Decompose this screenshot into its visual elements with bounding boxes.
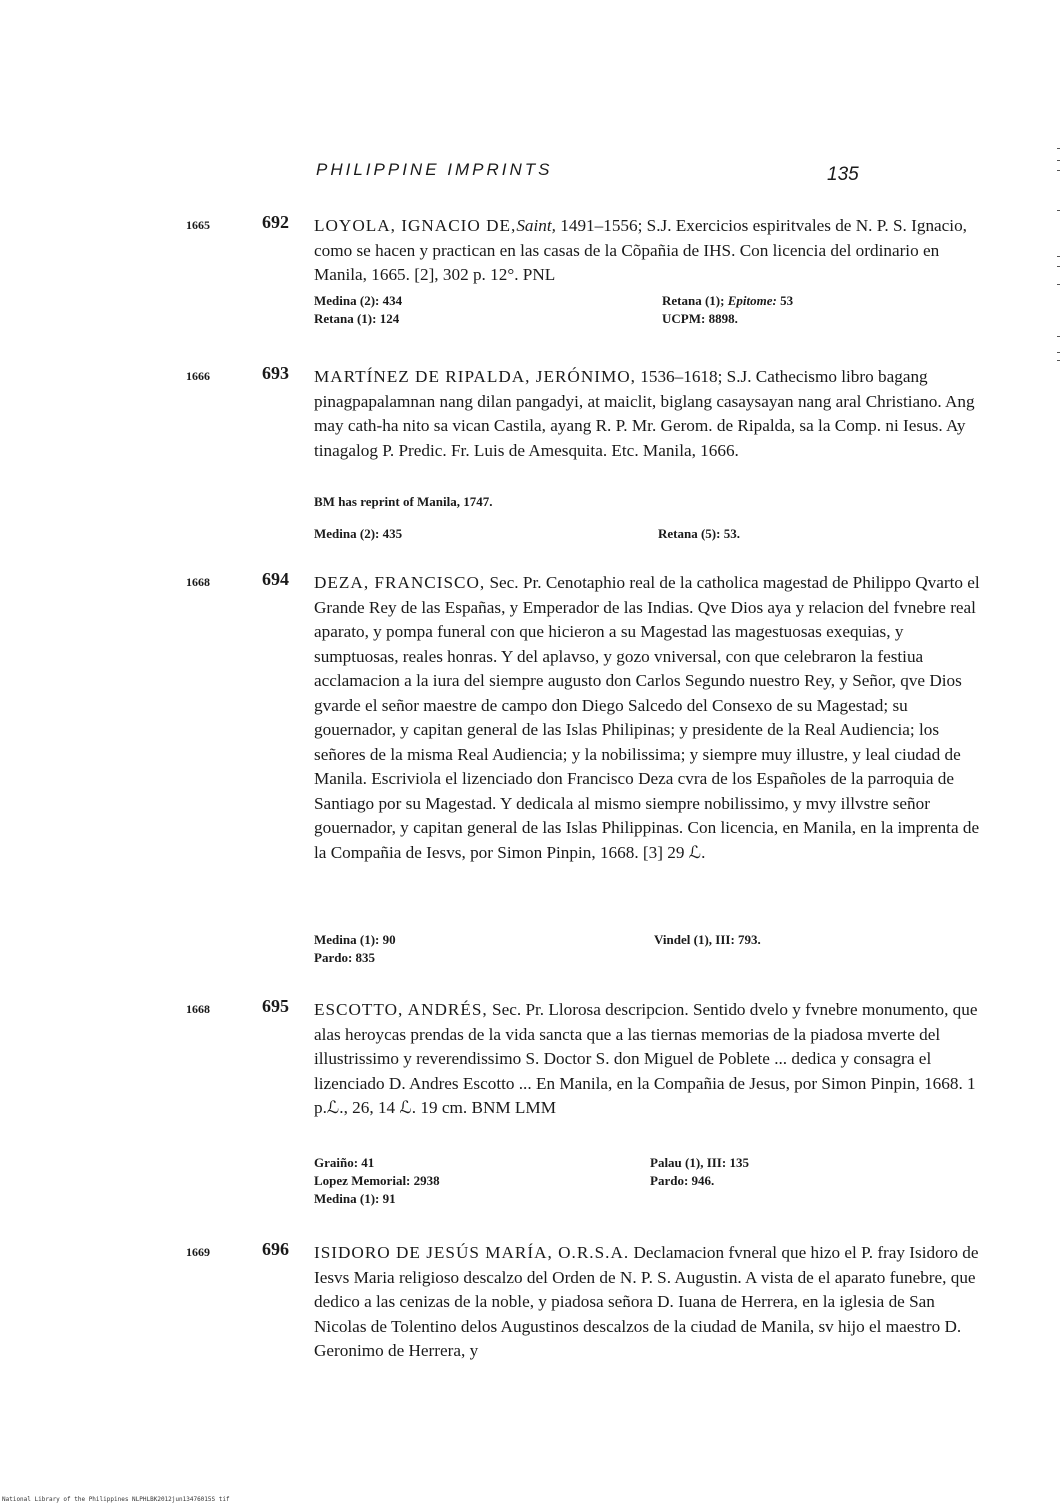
scan-mark	[1057, 360, 1060, 361]
entry-text	[314, 571, 984, 865]
scan-mark	[1057, 160, 1060, 161]
reference: Pardo: 835	[314, 950, 376, 965]
page-number: 135	[827, 164, 859, 185]
entry-text	[314, 365, 984, 463]
scan-mark	[1057, 266, 1060, 267]
entry-note: BM has reprint of Manila, 1747.	[314, 494, 493, 509]
entry-description: 1536–1618; S.J. Cathecismo libro bagang pinagpapalamnan nang dilan pangadyi, at maiclit, biglang casaysayan nang aral Christiano. Ang may cath-ha nito sa vican Castila, ayang R. P. Mr. Gerom. de Ripalda, sa la Comp. ni Iesus. Ay tinagalog P. Predic. Fr. Luis de Amesquita. Etc. Manila, 1666.	[314, 367, 975, 460]
entry-author: LOYOLA, IGNACIO DE,	[314, 216, 517, 235]
reference: Vindel (1), III: 793.	[654, 932, 761, 947]
entry-text	[314, 1241, 984, 1364]
entry-year: 1668	[186, 575, 210, 589]
entry-author: ISIDORO DE JESÚS MARÍA, O.R.S.A.	[314, 1243, 630, 1262]
reference: Medina (2): 434	[314, 293, 403, 308]
scan-mark	[1057, 284, 1060, 285]
reference: Medina (2): 435	[314, 526, 403, 541]
reference: Medina (1): 91	[314, 1191, 396, 1206]
scan-mark	[1057, 352, 1060, 353]
reference: UCPM: 8898.	[662, 311, 738, 326]
entry-number: 692	[262, 212, 289, 232]
reference: Graiño: 41	[314, 1155, 375, 1170]
reference: 53	[776, 293, 794, 308]
scan-mark	[1057, 210, 1060, 211]
scan-mark	[1057, 336, 1060, 337]
entry-year: 1668	[186, 1002, 210, 1016]
reference: Pardo: 946.	[650, 1173, 715, 1188]
entry-year: 1665	[186, 218, 210, 232]
entry-text	[314, 998, 984, 1121]
reference: Epitome:	[727, 293, 777, 308]
entry-number: 693	[262, 363, 289, 383]
entry-number: 695	[262, 996, 289, 1016]
entry-description: Declamacion fvneral que hizo el P. fray Isidoro de Iesvs Maria religioso descalzo del Orden de N. P. S. Augustin. A vista de el aparato funebre, que dedico a las cenizas de la noble, y piadosa señora D. Iuana de Herrera, en la iglesia de San Nicolas de Tolentino delos Augustinos descalzos de la ciudad de Manila, sv hijo el maestro D. Geronimo de Herrera, y	[314, 1243, 979, 1360]
entry-description: 1491–1556; S.J. Exercicios espiritvales de N. P. S. Ignacio, como se hacen y practican en las casas de la Cõpañia de IHS. Con licencia del ordinario en Manila, 1665. [2], 302 p. 12°. PNL	[314, 216, 967, 284]
reference: Retana (1);	[662, 293, 728, 308]
reference: Medina (1): 90	[314, 932, 396, 947]
entry-year: 1666	[186, 369, 210, 383]
scan-mark	[1057, 148, 1060, 149]
entry-epithet: Saint,	[516, 216, 556, 235]
reference: Retana (1): 124	[314, 311, 400, 326]
entry-text	[314, 214, 984, 288]
reference: Lopez Memorial: 2938	[314, 1173, 440, 1188]
entry-author: ESCOTTO, ANDRÉS,	[314, 1000, 488, 1019]
scan-mark	[1057, 170, 1060, 171]
entry-number: 696	[262, 1239, 289, 1259]
entry-description: Sec. Pr. Cenotaphio real de la catholica magestad de Philippo Qvarto el Grande Rey de las Españas, y Emperador de las Indias. Qve Dios aya y relacion del fvnebre real aparato, y pompa funeral con que hicieron a su Magestad las magestuosas exequias, y sumptuosas, reales honras. Y del aplavso, y gozo vniversal, con que celebraron la festiua acclamacion a la iura del siempre augusto don Carlos Segundo nuestro Rey, y Señor, qve Dios gvarde el señor maestre de campo don Diego Salcedo del Consexo de su Magestad; su gouernador, y capitan general de las Islas Philipinas; y presidente de la Real Audiencia; los señores de la misma Real Audiencia; y la nobilissima; y siempre muy illustre, y leal ciudad de Manila. Escriviola el lizenciado don Francisco Deza cvra de los Españoles de la parroquia de Santiago por su Magestad. Y dedicala al mismo siempre nobilissimo, y mvy illvstre señor gouernador, y capitan general de las Islas Philippinas. Con licencia, en Manila, en la imprenta de la Compañia de Iesvs, por Simon Pinpin, 1668. [3] 29 ℒ.	[314, 573, 980, 862]
reference: Palau (1), III: 135	[650, 1155, 749, 1170]
running-header-title: PHILIPPINE IMPRINTS	[316, 160, 553, 179]
entry-author: MARTÍNEZ DE RIPALDA, JERÓNIMO,	[314, 367, 636, 386]
entry-description: Sec. Pr. Llorosa descripcion. Sentido dvelo y fvnebre monumento, que alas heroycas prendas de la vida sancta que a las tiernas memorias de la piadosa mverte del illustrissimo y reverendissimo S. Doctor S. don Miguel de Poblete ... dedica y consagra el lizenciado D. Andres Escotto ... En Manila, en la Compañia de Jesus, por Simon Pinpin, 1668. 1 p.ℒ., 26, 14 ℒ. 19 cm. BNM LMM	[314, 1000, 978, 1117]
scan-footer: National Library of the Philippines NLPHLBK2012jun13476015S tif	[2, 1496, 230, 1503]
entry-author: DEZA, FRANCISCO,	[314, 573, 486, 592]
reference: Retana (5): 53.	[658, 526, 740, 541]
scan-mark	[1057, 256, 1060, 257]
entry-number: 694	[262, 569, 289, 589]
entry-year: 1669	[186, 1245, 210, 1259]
